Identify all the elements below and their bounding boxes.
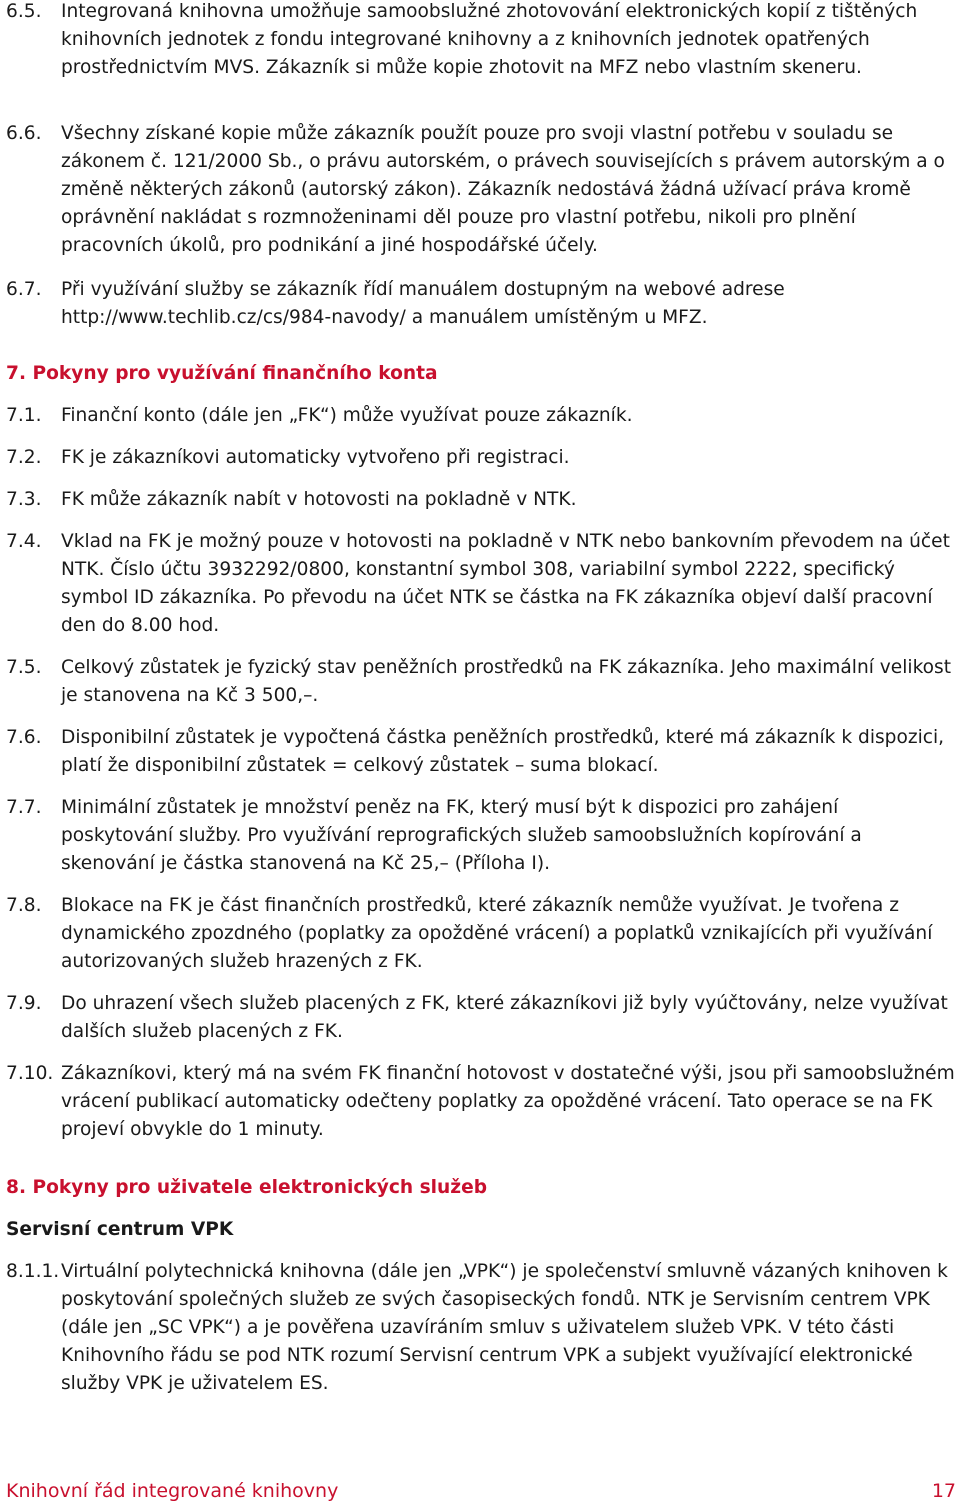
paragraph-number: 7.3. bbox=[6, 489, 42, 510]
paragraph-text: Integrovaná knihovna umožňuje samoobslužné zhotovování elektronických kopií z tištěných knihovních jednotek z fondu integrované knihovny a z knihovních jednotek opatřených prostřednictvím MVS. Zákazník si může kopie zhotovit na MFZ nebo vlastním skeneru. bbox=[61, 1, 918, 78]
paragraph-6-7 bbox=[6, 276, 956, 332]
paragraph-text: Celkový zůstatek je fyzický stav peněžních prostředků na FK zákazníka. Jeho maximální velikost je stanovena na Kč 3 500,–. bbox=[61, 657, 952, 706]
paragraph-text: Všechny získané kopie může zákazník použít pouze pro svoji vlastní potřebu v souladu se zákonem č. 121/2000 Sb., o právu autorském, o právech souvisejících s právem autorským a o změně některých zákonů (autorský zákon). Zákazník nedostává žádná užívací práva kromě oprávnění nakládat s rozmnoženinami děl pouze pro vlastní potřebu, nikoli pro plnění pracovních úkolů, pro podnikání a jiné hospodářské účely. bbox=[61, 123, 945, 256]
paragraph-6-5 bbox=[6, 0, 956, 82]
paragraph-7-9 bbox=[6, 990, 956, 1046]
section-heading-8: 8. Pokyny pro uživatele elektronických služeb bbox=[6, 1177, 488, 1198]
footer-title: Knihovní řád integrované knihovny bbox=[6, 1480, 339, 1502]
paragraph-text: Disponibilní zůstatek je vypočtená částka peněžních prostředků, které má zákazník k dispozici, platí že disponibilní zůstatek = celkový zůstatek – suma blokací. bbox=[61, 727, 945, 776]
paragraph-6-6 bbox=[6, 120, 956, 260]
section-heading-7: 7. Pokyny pro využívání finančního konta bbox=[6, 363, 438, 384]
paragraph-number: 7.6. bbox=[6, 727, 42, 748]
paragraph-number: 7.2. bbox=[6, 447, 42, 468]
paragraph-7-7 bbox=[6, 794, 956, 878]
paragraph-7-10 bbox=[6, 1060, 956, 1144]
paragraph-text: Virtuální polytechnická knihovna (dále jen „VPK“) je společenství smluvně vázaných knihoven k poskytování společných služeb ze svých časopiseckých fondů. NTK je Servisním centrem VPK (dále jen „SC VPK“) a je pověřena uzavíráním smluv s uživatelem služeb VPK. V této části Knihovního řádu se pod NTK rozumí Servisní centrum VPK a subjekt využívající elektronické služby VPK je uživatelem ES. bbox=[61, 1261, 948, 1394]
paragraph-7-6 bbox=[6, 724, 956, 780]
paragraph-text: Do uhrazení všech služeb placených z FK, které zákazníkovi již byly vyúčtovány, nelze využívat dalších služeb placených z FK. bbox=[61, 993, 948, 1042]
paragraph-number: 7.1. bbox=[6, 405, 42, 426]
page-number: 17 bbox=[931, 1480, 956, 1502]
paragraph-number: 7.4. bbox=[6, 531, 42, 552]
paragraph-text: Minimální zůstatek je množství peněz na FK, který musí být k dispozici pro zahájení poskytování služby. Pro využívání reprografických služeb samoobslužních kopírování a skenování je částka stanovená na Kč 25,– (Příloha I). bbox=[61, 797, 862, 874]
paragraph-number: 8.1.1. bbox=[6, 1261, 60, 1282]
paragraph-7-5 bbox=[6, 654, 956, 710]
paragraph-7-1 bbox=[6, 402, 956, 430]
paragraph-7-8 bbox=[6, 892, 956, 976]
paragraph-text: Vklad na FK je možný pouze v hotovosti na pokladně v NTK nebo bankovním převodem na účet NTK. Číslo účtu 3932292/0800, konstantní symbol 308, variabilní symbol 2222, specifický symbol ID zákazníka. Po převodu na účet NTK se částka na FK zákazníka objeví další pracovní den do 8.00 hod. bbox=[61, 531, 950, 636]
paragraph-text: Při využívání služby se zákazník řídí manuálem dostupným na webové adrese bbox=[61, 279, 785, 300]
manual-link[interactable]: http://www.techlib.cz/cs/984-navody/ bbox=[61, 307, 406, 328]
paragraph-text: FK je zákazníkovi automaticky vytvořeno při registraci. bbox=[61, 447, 570, 468]
paragraph-text: Blokace na FK je část finančních prostředků, které zákazník nemůže využívat. Je tvořena z dynamického zpozdného (poplatky za opožděné vrácení) a poplatků vznikajících při využívání autorizovaných služeb hrazených z FK. bbox=[61, 895, 933, 972]
paragraph-number: 6.5. bbox=[6, 1, 42, 22]
paragraph-text: Finanční konto (dále jen „FK“) může využívat pouze zákazník. bbox=[61, 405, 633, 426]
paragraph-8-1-1 bbox=[6, 1258, 956, 1398]
paragraph-number: 7.10. bbox=[6, 1063, 54, 1084]
paragraph-number: 7.9. bbox=[6, 993, 42, 1014]
paragraph-text: Zákazníkovi, který má na svém FK finanční hotovost v dostatečné výši, jsou při samoobslužném vrácení publikací automaticky odečteny poplatky za opožděné vrácení. Tato operace se na FK projeví obvykle do 1 minuty. bbox=[61, 1063, 955, 1140]
paragraph-text: FK může zákazník nabít v hotovosti na pokladně v NTK. bbox=[61, 489, 577, 510]
paragraph-number: 7.7. bbox=[6, 797, 42, 818]
paragraph-7-3 bbox=[6, 486, 956, 514]
paragraph-text: a manuálem umístěným u MFZ. bbox=[411, 307, 708, 328]
subheading: Servisní centrum VPK bbox=[6, 1219, 234, 1240]
paragraph-7-4 bbox=[6, 528, 956, 640]
paragraph-7-2 bbox=[6, 444, 956, 472]
paragraph-number: 7.5. bbox=[6, 657, 42, 678]
paragraph-number: 7.8. bbox=[6, 895, 42, 916]
paragraph-number: 6.6. bbox=[6, 123, 42, 144]
paragraph-number: 6.7. bbox=[6, 279, 42, 300]
